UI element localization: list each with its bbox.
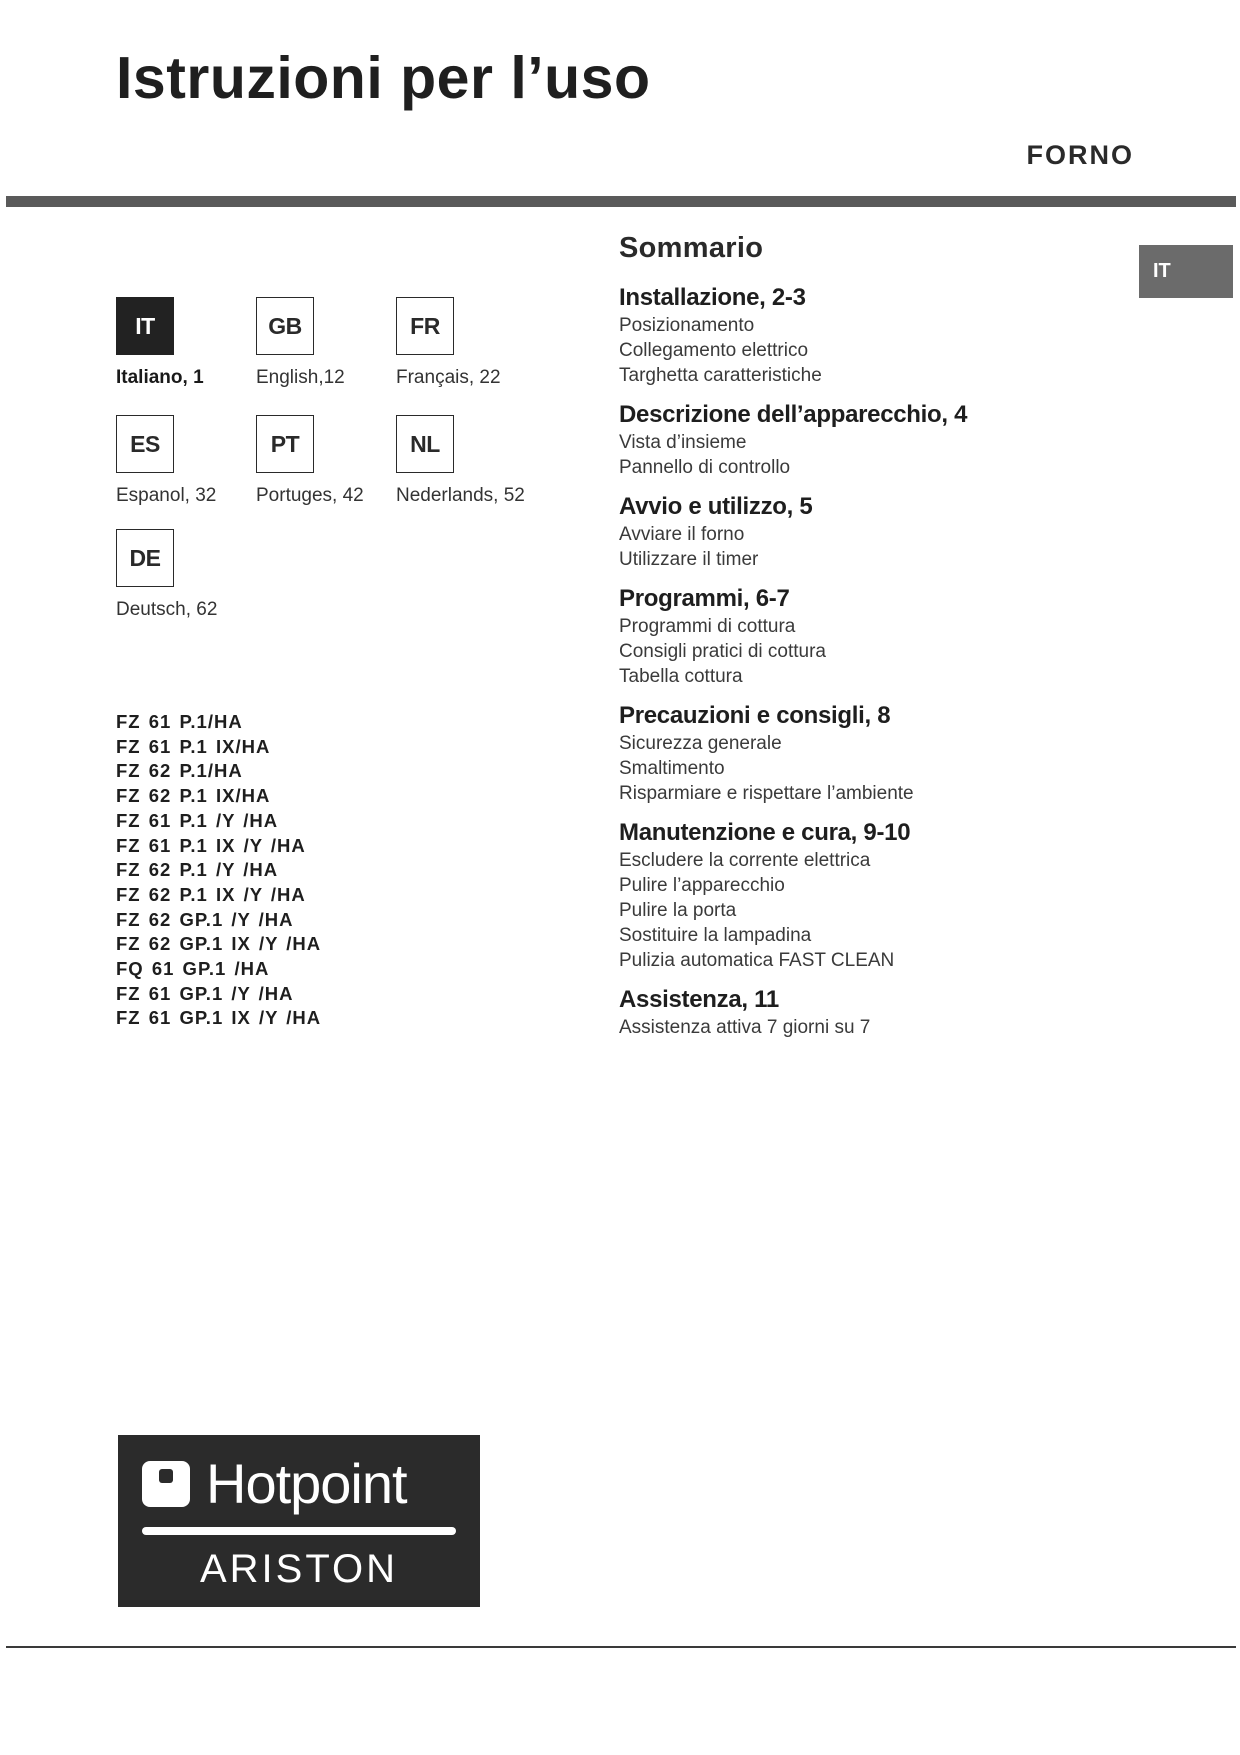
toc-section-title[interactable]: Assistenza, 11 <box>619 986 779 1013</box>
language-label: Portuges, 42 <box>256 485 364 506</box>
toc-item[interactable]: Sicurezza generale <box>619 733 782 754</box>
toc-title: Sommario <box>619 232 764 264</box>
model-list <box>116 710 321 1031</box>
language-code-box: DE <box>116 529 174 587</box>
language-label: Espanol, 32 <box>116 485 217 506</box>
model-item: FZ 62 GP.1 /Y /HA <box>116 908 294 930</box>
language-code-box: FR <box>396 297 454 355</box>
language-code-box: IT <box>116 297 174 355</box>
toc-item[interactable]: Tabella cottura <box>619 666 743 687</box>
model-item: FZ 62 P.1/HA <box>116 760 243 782</box>
language-label: English,12 <box>256 367 345 388</box>
language-code-box: ES <box>116 415 174 473</box>
language-option-pt[interactable] <box>256 415 396 507</box>
language-side-tab: IT <box>1139 245 1233 298</box>
toc-item[interactable]: Pannello di controllo <box>619 457 791 478</box>
footer-divider <box>6 1646 1236 1648</box>
language-option-fr[interactable] <box>396 297 536 389</box>
language-label: Français, 22 <box>396 367 501 388</box>
language-code-box: GB <box>256 297 314 355</box>
toc-item[interactable]: Targhetta caratteristiche <box>619 365 822 386</box>
language-option-nl[interactable] <box>396 415 536 507</box>
toc-section-installazione <box>619 283 1119 388</box>
language-code-box: NL <box>396 415 454 473</box>
toc-section-precauzioni <box>619 701 1119 806</box>
toc-item[interactable]: Pulizia automatica FAST CLEAN <box>619 950 895 971</box>
toc-section-assistenza <box>619 985 1119 1040</box>
toc-item[interactable]: Programmi di cottura <box>619 616 796 637</box>
toc-section-descrizione <box>619 400 1119 480</box>
model-item: FZ 62 GP.1 IX /Y /HA <box>116 933 322 955</box>
model-item: FZ 61 GP.1 /Y /HA <box>116 982 294 1004</box>
toc-section-title[interactable]: Manutenzione e cura, 9-10 <box>619 819 911 846</box>
language-option-de[interactable] <box>116 529 256 621</box>
language-option-es[interactable] <box>116 415 256 507</box>
language-label: Deutsch, 62 <box>116 599 218 620</box>
model-item: FZ 61 P.1 /Y /HA <box>116 809 279 831</box>
model-item: FZ 61 P.1 IX /Y /HA <box>116 834 306 856</box>
toc-item[interactable]: Vista d’insieme <box>619 432 747 453</box>
toc-item[interactable]: Pulire l’apparecchio <box>619 875 785 896</box>
toc-item[interactable]: Pulire la porta <box>619 900 737 921</box>
language-label: Italiano, 1 <box>116 367 204 388</box>
model-item: FZ 62 P.1 IX/HA <box>116 785 271 807</box>
toc-item[interactable]: Posizionamento <box>619 315 755 336</box>
brand-mark-icon <box>142 1461 190 1507</box>
toc-item[interactable]: Consigli pratici di cottura <box>619 641 826 662</box>
toc-section-programmi <box>619 584 1119 689</box>
model-item: FZ 61 P.1/HA <box>116 711 243 732</box>
language-option-gb[interactable] <box>256 297 396 389</box>
toc-item[interactable]: Assistenza attiva 7 giorni su 7 <box>619 1017 871 1038</box>
language-selector <box>116 297 556 627</box>
toc-section-title[interactable]: Avvio e utilizzo, 5 <box>619 493 813 520</box>
logo-wordmark-ariston: ARISTON <box>199 1547 399 1591</box>
language-label: Nederlands, 52 <box>396 485 525 506</box>
page-title: Istruzioni per l’uso <box>116 45 651 111</box>
toc-item[interactable]: Escludere la corrente elettrica <box>619 850 871 871</box>
toc-section-title[interactable]: Descrizione dell’apparecchio, 4 <box>619 401 968 428</box>
toc-section-avvio <box>619 492 1119 572</box>
model-item: FQ 61 GP.1 /HA <box>116 958 270 980</box>
toc-item[interactable]: Utilizzare il timer <box>619 549 759 570</box>
toc-item[interactable]: Risparmiare e rispettare l’ambiente <box>619 783 914 804</box>
toc-item[interactable]: Avviare il forno <box>619 524 745 545</box>
toc-section-title[interactable]: Precauzioni e consigli, 8 <box>619 702 891 729</box>
model-item: FZ 62 P.1 /Y /HA <box>116 859 279 881</box>
toc-section-title[interactable]: Installazione, 2-3 <box>619 284 806 311</box>
toc-item[interactable]: Smaltimento <box>619 758 725 779</box>
logo-wordmark-hotpoint: Hotpoint <box>206 1452 407 1515</box>
table-of-contents <box>619 232 1119 1052</box>
logo-divider <box>142 1527 456 1535</box>
toc-section-title[interactable]: Programmi, 6-7 <box>619 585 790 612</box>
header-divider <box>6 196 1236 207</box>
model-item: FZ 61 P.1 IX/HA <box>116 735 271 757</box>
toc-section-manutenzione <box>619 818 1119 973</box>
toc-item[interactable]: Collegamento elettrico <box>619 340 809 361</box>
hotpoint-ariston-logo <box>118 1435 480 1607</box>
model-item: FZ 62 P.1 IX /Y /HA <box>116 883 306 905</box>
toc-item[interactable]: Sostituire la lampadina <box>619 925 812 946</box>
product-type: FORNO <box>1026 140 1134 170</box>
model-item: FZ 61 GP.1 IX /Y /HA <box>116 1007 322 1029</box>
language-option-it[interactable] <box>116 297 256 389</box>
language-code-box: PT <box>256 415 314 473</box>
